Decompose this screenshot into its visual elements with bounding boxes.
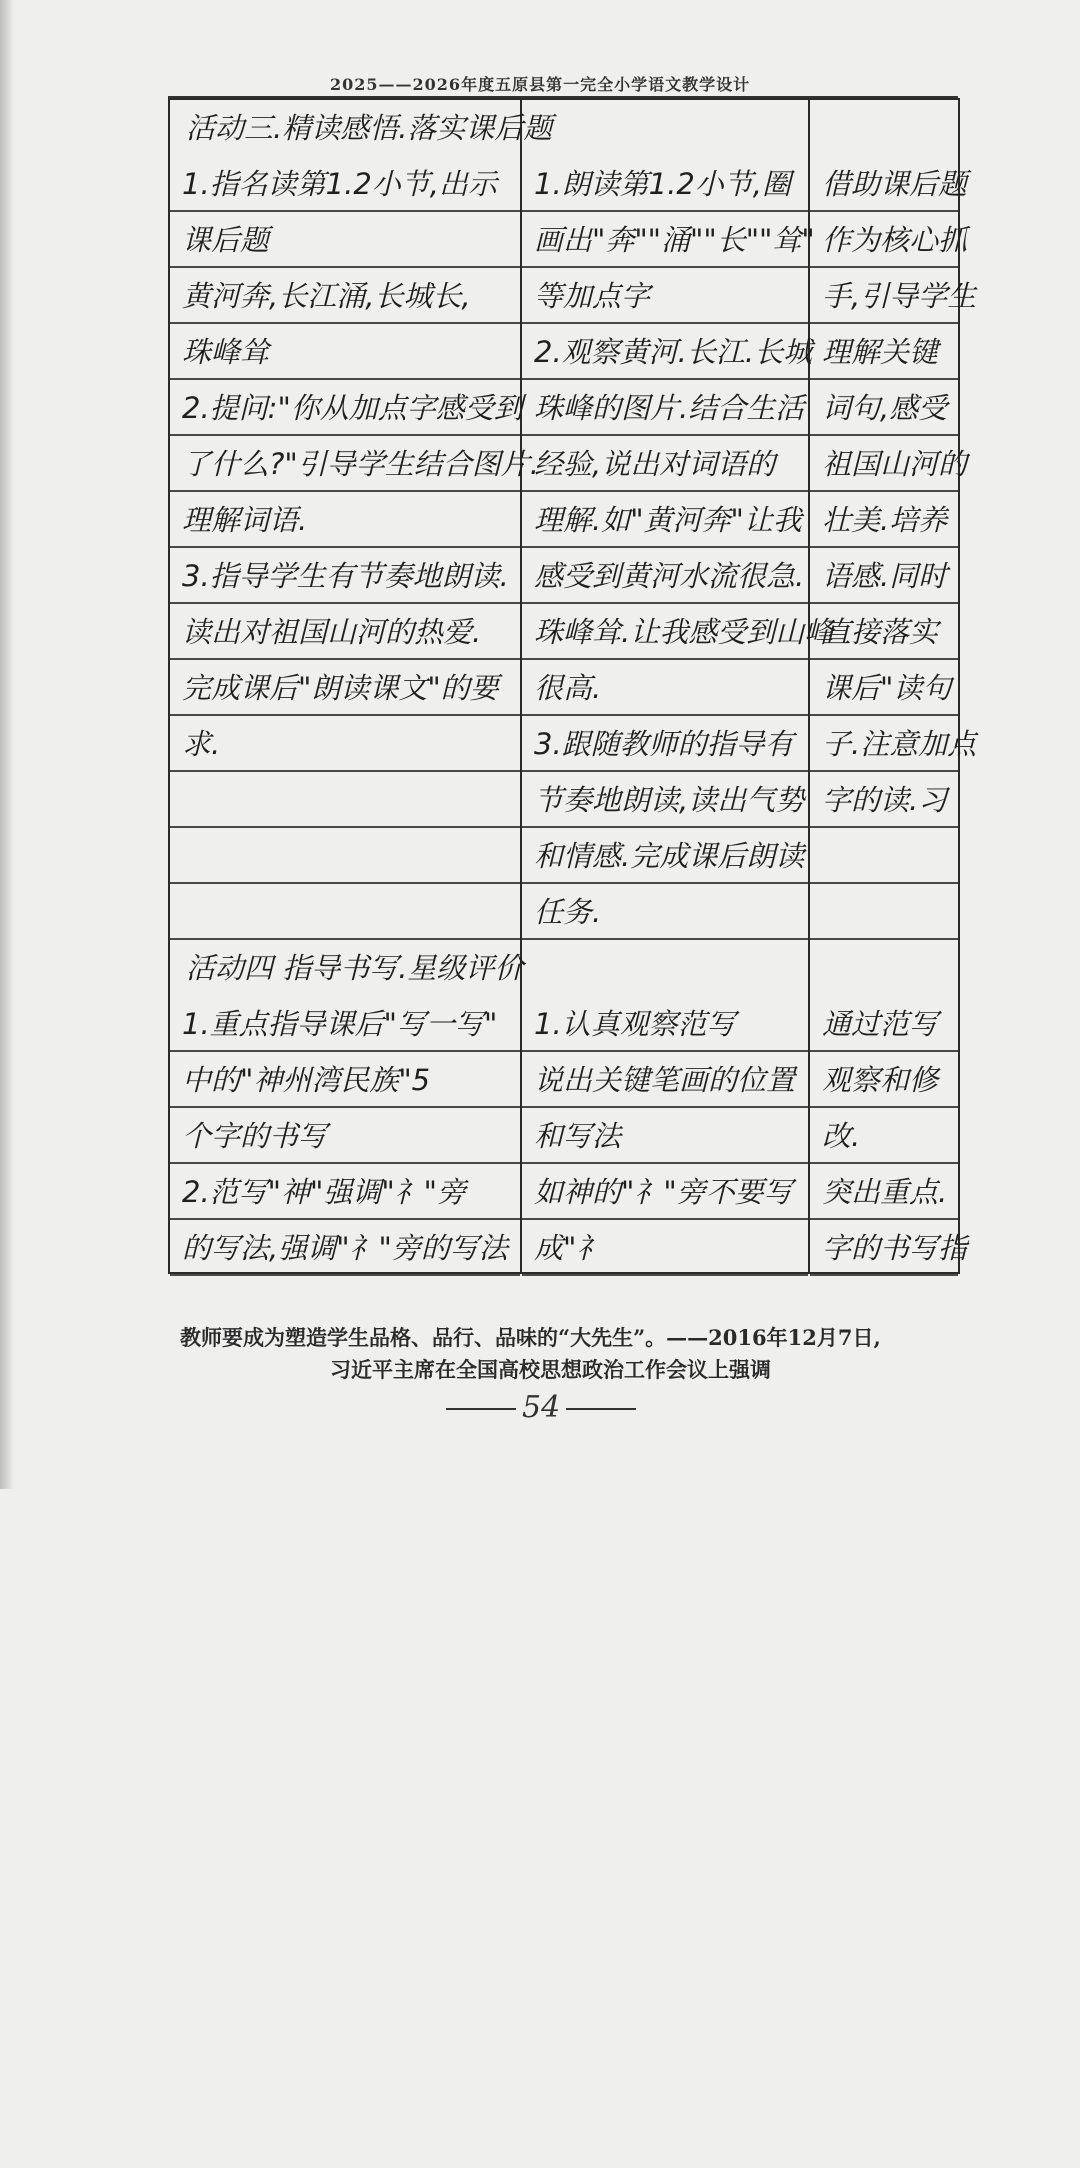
table-line: 突出重点. — [810, 1164, 958, 1220]
table-line: 完成课后"朗读课文"的要 — [170, 660, 520, 716]
table-line: 作为核心抓 — [810, 212, 958, 268]
footer-quote — [180, 1322, 1040, 1386]
table-line — [170, 884, 520, 940]
page-header: 2025——2026年度五原县第一完全小学语文教学设计 — [330, 75, 751, 94]
table-line: 成"礻 — [522, 1220, 808, 1276]
table-line: 3.指导学生有节奏地朗读. — [170, 548, 520, 604]
footer-quote-line2: 习近平主席在全国高校思想政治工作会议上强调 — [330, 1357, 771, 1382]
table-line: 的写法,强调"礻"旁的写法 — [170, 1220, 520, 1276]
page-number-dash — [446, 1408, 516, 1410]
table-line: 黄河奔,长江涌,长城长, — [170, 268, 520, 324]
table-line: 2.观察黄河.长江.长城 — [522, 324, 808, 380]
activity4-title: 活动四 指导书写.星级评价 — [186, 951, 524, 985]
table-line: 珠峰的图片.结合生活 — [522, 380, 808, 436]
table-line: 很高. — [522, 660, 808, 716]
table-line — [170, 828, 520, 884]
table-line: 手,引导学生 — [810, 268, 958, 324]
activity4-student-column — [522, 996, 808, 2168]
table-line: 课后题 — [170, 212, 520, 268]
table-line: 珠峰耸.让我感受到山峰 — [522, 604, 808, 660]
page-number-text: 54 — [522, 1390, 561, 1425]
table-line: 说出关键笔画的位置 — [522, 1052, 808, 1108]
table-line: 感受到黄河水流很急. — [522, 548, 808, 604]
table-line — [810, 884, 958, 940]
table-line: 字的书写指 — [810, 1220, 958, 1276]
page-number — [440, 1390, 642, 1425]
table-line: 课后"读句 — [810, 660, 958, 716]
table-line: 3.跟随教师的指导有 — [522, 716, 808, 772]
table-line: 改. — [810, 1108, 958, 1164]
table-line: 2.范写"神"强调"礻"旁 — [170, 1164, 520, 1220]
table-line: 中的"神州湾民族"5 — [170, 1052, 520, 1108]
table-line: 祖国山河的 — [810, 436, 958, 492]
table-line: 理解.如"黄河奔"让我 — [522, 492, 808, 548]
table-line: 观察和修 — [810, 1052, 958, 1108]
table-line: 词句,感受 — [810, 380, 958, 436]
table-line: 个字的书写 — [170, 1108, 520, 1164]
table-line: 子.注意加点 — [810, 716, 958, 772]
table-line: 等加点字 — [522, 268, 808, 324]
table-line: 和写法 — [522, 1108, 808, 1164]
activity3-title: 活动三.精读感悟.落实课后题 — [186, 111, 553, 145]
table-line: 通过范写 — [810, 996, 958, 1052]
table-line: 了什么?"引导学生结合图片. — [170, 436, 520, 492]
table-line: 借助课后题 — [810, 156, 958, 212]
table-line: 字的读.习 — [810, 772, 958, 828]
page-edge-shadow — [0, 0, 14, 1489]
table-line: 2.提问:"你从加点字感受到 — [170, 380, 520, 436]
table-line: 理解词语. — [170, 492, 520, 548]
table-line: 节奏地朗读,读出气势 — [522, 772, 808, 828]
footer-quote-line1: 教师要成为塑造学生品格、品行、品味的“大先生”。——2016年12月7日, — [180, 1325, 881, 1350]
page-number-dash — [566, 1408, 636, 1410]
table-line: 珠峰耸 — [170, 324, 520, 380]
table-line: 壮美.培养 — [810, 492, 958, 548]
table-line: 理解关键 — [810, 324, 958, 380]
table-line — [810, 828, 958, 884]
table-line: 经验,说出对词语的 — [522, 436, 808, 492]
table-line: 如神的"礻"旁不要写 — [522, 1164, 808, 1220]
table-line: 语感.同时 — [810, 548, 958, 604]
table-line — [170, 772, 520, 828]
table-line: 直接落实 — [810, 604, 958, 660]
table-line: 画出"奔""涌""长""耸" — [522, 212, 808, 268]
table-line: 和情感.完成课后朗读 — [522, 828, 808, 884]
table-line: 1.重点指导课后"写一写" — [170, 996, 520, 1052]
table-line: 1.朗读第1.2小节,圈 — [522, 156, 808, 212]
activity4-teacher-column — [170, 996, 520, 2168]
lesson-plan-table — [168, 98, 977, 1274]
table-line: 求. — [170, 716, 520, 772]
activity4-intent-column — [810, 996, 968, 2168]
table-line: 任务. — [522, 884, 808, 940]
table-line: 1.认真观察范写 — [522, 996, 808, 1052]
table-line: 1.指名读第1.2小节,出示 — [170, 156, 520, 212]
table-line: 读出对祖国山河的热爱. — [170, 604, 520, 660]
